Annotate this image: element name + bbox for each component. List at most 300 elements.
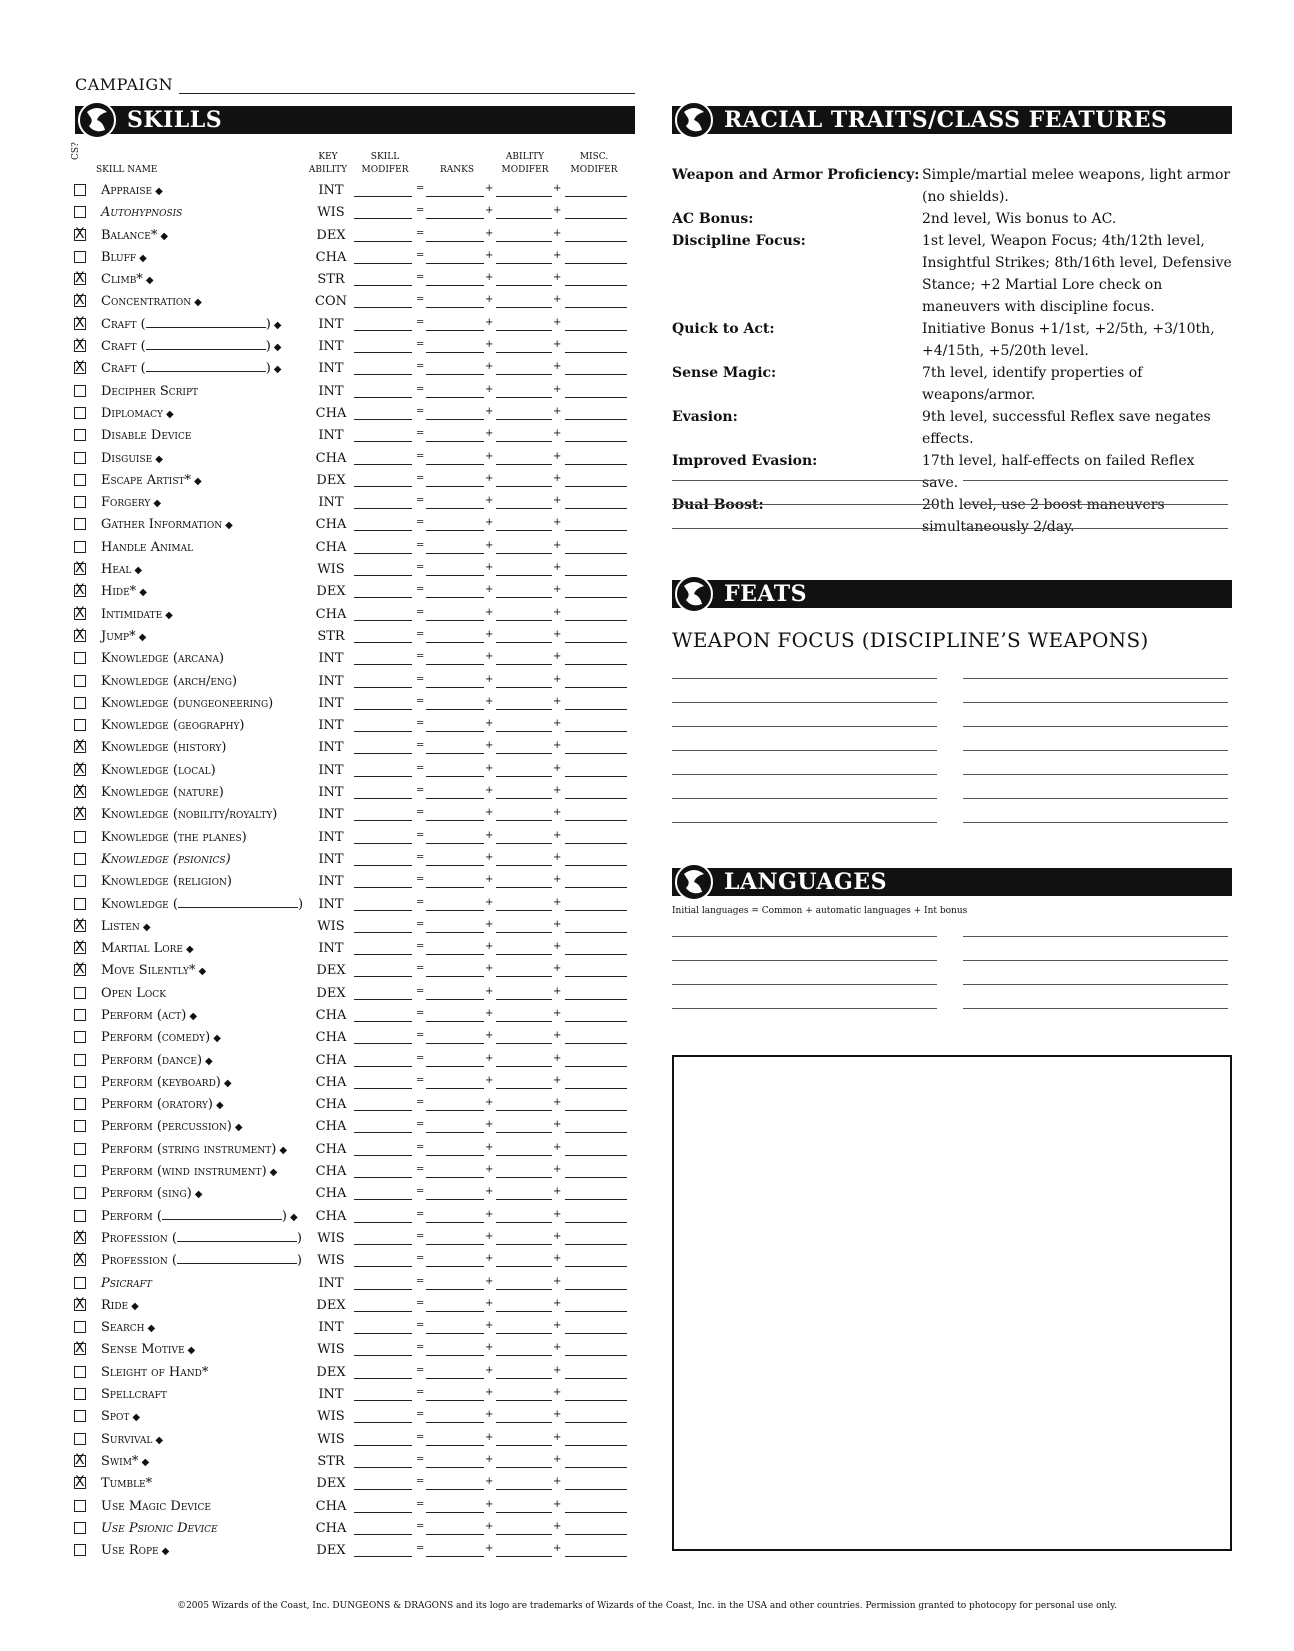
skill-modifier-field[interactable] [354,1021,412,1022]
skill-modifier-field[interactable] [354,664,412,665]
misc-modifier-field[interactable] [565,1132,627,1133]
misc-modifier-field[interactable] [565,263,627,264]
class-skill-checkbox[interactable] [74,385,86,397]
write-line[interactable] [963,750,1228,751]
ability-modifier-field[interactable] [496,1110,552,1111]
class-skill-checkbox[interactable] [74,786,86,798]
ability-modifier-field[interactable] [496,1333,552,1334]
misc-modifier-field[interactable] [565,798,627,799]
skill-subtype-blank[interactable] [146,361,266,372]
misc-modifier-field[interactable] [565,1222,627,1223]
skill-modifier-field[interactable] [354,1043,412,1044]
ranks-field[interactable] [426,1378,484,1379]
ability-modifier-field[interactable] [496,642,552,643]
ranks-field[interactable] [426,1244,484,1245]
ranks-field[interactable] [426,419,484,420]
skill-modifier-field[interactable] [354,1088,412,1089]
misc-modifier-field[interactable] [565,620,627,621]
class-skill-checkbox[interactable] [74,1321,86,1333]
ranks-field[interactable] [426,1021,484,1022]
ranks-field[interactable] [426,798,484,799]
skill-modifier-field[interactable] [354,241,412,242]
ranks-field[interactable] [426,932,484,933]
ranks-field[interactable] [426,1400,484,1401]
ranks-field[interactable] [426,1110,484,1111]
skill-modifier-field[interactable] [354,731,412,732]
misc-modifier-field[interactable] [565,1378,627,1379]
ranks-field[interactable] [426,664,484,665]
class-skill-checkbox[interactable] [74,920,86,932]
skill-modifier-field[interactable] [354,553,412,554]
ability-modifier-field[interactable] [496,597,552,598]
class-skill-checkbox[interactable] [74,1388,86,1400]
ranks-field[interactable] [426,397,484,398]
write-line[interactable] [963,528,1228,529]
ranks-field[interactable] [426,241,484,242]
class-skill-checkbox[interactable] [74,474,86,486]
write-line[interactable] [672,1008,937,1009]
class-skill-checkbox[interactable] [74,340,86,352]
ranks-field[interactable] [426,508,484,509]
misc-modifier-field[interactable] [565,1489,627,1490]
misc-modifier-field[interactable] [565,464,627,465]
class-skill-checkbox[interactable] [74,251,86,263]
skill-modifier-field[interactable] [354,1556,412,1557]
class-skill-checkbox[interactable] [74,295,86,307]
skill-modifier-field[interactable] [354,1222,412,1223]
ability-modifier-field[interactable] [496,1378,552,1379]
campaign-field[interactable] [75,72,635,94]
misc-modifier-field[interactable] [565,1244,627,1245]
class-skill-checkbox[interactable] [74,1076,86,1088]
skill-modifier-field[interactable] [354,464,412,465]
skill-subtype-blank[interactable] [146,339,266,350]
ranks-field[interactable] [426,954,484,955]
skill-subtype-blank[interactable] [146,317,266,328]
misc-modifier-field[interactable] [565,218,627,219]
class-skill-checkbox[interactable] [74,964,86,976]
ability-modifier-field[interactable] [496,976,552,977]
skill-modifier-field[interactable] [354,642,412,643]
ability-modifier-field[interactable] [496,1556,552,1557]
write-line[interactable] [963,798,1228,799]
ranks-field[interactable] [426,486,484,487]
ability-modifier-field[interactable] [496,1489,552,1490]
skill-modifier-field[interactable] [354,1311,412,1312]
class-skill-checkbox[interactable] [74,1299,86,1311]
ability-modifier-field[interactable] [496,620,552,621]
ranks-field[interactable] [426,218,484,219]
skill-modifier-field[interactable] [354,218,412,219]
misc-modifier-field[interactable] [565,330,627,331]
misc-modifier-field[interactable] [565,731,627,732]
ability-modifier-field[interactable] [496,776,552,777]
ranks-field[interactable] [426,575,484,576]
ranks-field[interactable] [426,1088,484,1089]
skill-modifier-field[interactable] [354,374,412,375]
ability-modifier-field[interactable] [496,1244,552,1245]
class-skill-checkbox[interactable] [74,1120,86,1132]
ability-modifier-field[interactable] [496,1266,552,1267]
ranks-field[interactable] [426,1512,484,1513]
class-skill-checkbox[interactable] [74,942,86,954]
misc-modifier-field[interactable] [565,508,627,509]
class-skill-checkbox[interactable] [74,1522,86,1534]
misc-modifier-field[interactable] [565,553,627,554]
ranks-field[interactable] [426,1177,484,1178]
class-skill-checkbox[interactable] [74,608,86,620]
ability-modifier-field[interactable] [496,330,552,331]
ability-modifier-field[interactable] [496,419,552,420]
skill-modifier-field[interactable] [354,597,412,598]
misc-modifier-field[interactable] [565,776,627,777]
ranks-field[interactable] [426,307,484,308]
write-line[interactable] [963,984,1228,985]
skill-subtype-blank[interactable] [178,897,298,908]
ability-modifier-field[interactable] [496,843,552,844]
campaign-input-line[interactable] [179,79,635,94]
ability-modifier-field[interactable] [496,999,552,1000]
write-line[interactable] [672,798,937,799]
misc-modifier-field[interactable] [565,887,627,888]
skill-modifier-field[interactable] [354,1355,412,1356]
skill-modifier-field[interactable] [354,330,412,331]
class-skill-checkbox[interactable] [74,362,86,374]
skill-modifier-field[interactable] [354,1445,412,1446]
class-skill-checkbox[interactable] [74,1054,86,1066]
ranks-field[interactable] [426,1066,484,1067]
misc-modifier-field[interactable] [565,999,627,1000]
ranks-field[interactable] [426,820,484,821]
class-skill-checkbox[interactable] [74,273,86,285]
misc-modifier-field[interactable] [565,843,627,844]
misc-modifier-field[interactable] [565,1088,627,1089]
skill-modifier-field[interactable] [354,1400,412,1401]
misc-modifier-field[interactable] [565,196,627,197]
ability-modifier-field[interactable] [496,486,552,487]
misc-modifier-field[interactable] [565,976,627,977]
notes-box[interactable] [672,1055,1232,1551]
skill-modifier-field[interactable] [354,798,412,799]
write-line[interactable] [963,822,1228,823]
skill-modifier-field[interactable] [354,285,412,286]
ability-modifier-field[interactable] [496,196,552,197]
misc-modifier-field[interactable] [565,419,627,420]
class-skill-checkbox[interactable] [74,875,86,887]
ranks-field[interactable] [426,1467,484,1468]
skill-modifier-field[interactable] [354,1422,412,1423]
misc-modifier-field[interactable] [565,1177,627,1178]
ranks-field[interactable] [426,352,484,353]
ranks-field[interactable] [426,1155,484,1156]
skill-modifier-field[interactable] [354,508,412,509]
skill-modifier-field[interactable] [354,1155,412,1156]
skill-modifier-field[interactable] [354,1378,412,1379]
class-skill-checkbox[interactable] [74,585,86,597]
misc-modifier-field[interactable] [565,1066,627,1067]
misc-modifier-field[interactable] [565,486,627,487]
misc-modifier-field[interactable] [565,1445,627,1446]
class-skill-checkbox[interactable] [74,1366,86,1378]
skill-modifier-field[interactable] [354,1110,412,1111]
ability-modifier-field[interactable] [496,553,552,554]
ranks-field[interactable] [426,285,484,286]
ability-modifier-field[interactable] [496,508,552,509]
write-line[interactable] [963,1008,1228,1009]
write-line[interactable] [963,480,1228,481]
write-line[interactable] [672,528,937,529]
class-skill-checkbox[interactable] [74,831,86,843]
skill-modifier-field[interactable] [354,865,412,866]
skill-modifier-field[interactable] [354,843,412,844]
class-skill-checkbox[interactable] [74,1277,86,1289]
class-skill-checkbox[interactable] [74,630,86,642]
ranks-field[interactable] [426,976,484,977]
misc-modifier-field[interactable] [565,1400,627,1401]
misc-modifier-field[interactable] [565,1021,627,1022]
skill-modifier-field[interactable] [354,687,412,688]
class-skill-checkbox[interactable] [74,541,86,553]
misc-modifier-field[interactable] [565,530,627,531]
ranks-field[interactable] [426,1222,484,1223]
ability-modifier-field[interactable] [496,1222,552,1223]
ability-modifier-field[interactable] [496,464,552,465]
write-line[interactable] [672,480,937,481]
ranks-field[interactable] [426,597,484,598]
skill-modifier-field[interactable] [354,776,412,777]
misc-modifier-field[interactable] [565,1355,627,1356]
misc-modifier-field[interactable] [565,1467,627,1468]
skill-modifier-field[interactable] [354,820,412,821]
class-skill-checkbox[interactable] [74,808,86,820]
skill-modifier-field[interactable] [354,530,412,531]
ability-modifier-field[interactable] [496,1021,552,1022]
ability-modifier-field[interactable] [496,1400,552,1401]
ranks-field[interactable] [426,374,484,375]
skill-modifier-field[interactable] [354,709,412,710]
write-line[interactable] [672,750,937,751]
class-skill-checkbox[interactable] [74,1544,86,1556]
skill-modifier-field[interactable] [354,753,412,754]
misc-modifier-field[interactable] [565,664,627,665]
ranks-field[interactable] [426,1289,484,1290]
write-line[interactable] [963,678,1228,679]
write-line[interactable] [672,822,937,823]
ability-modifier-field[interactable] [496,865,552,866]
misc-modifier-field[interactable] [565,709,627,710]
skill-subtype-blank[interactable] [177,1253,297,1264]
class-skill-checkbox[interactable] [74,518,86,530]
class-skill-checkbox[interactable] [74,1343,86,1355]
class-skill-checkbox[interactable] [74,719,86,731]
misc-modifier-field[interactable] [565,1043,627,1044]
skill-modifier-field[interactable] [354,620,412,621]
class-skill-checkbox[interactable] [74,675,86,687]
ranks-field[interactable] [426,441,484,442]
class-skill-checkbox[interactable] [74,563,86,575]
misc-modifier-field[interactable] [565,1512,627,1513]
ability-modifier-field[interactable] [496,1289,552,1290]
class-skill-checkbox[interactable] [74,1143,86,1155]
class-skill-checkbox[interactable] [74,1210,86,1222]
ability-modifier-field[interactable] [496,1132,552,1133]
ability-modifier-field[interactable] [496,1311,552,1312]
ability-modifier-field[interactable] [496,1467,552,1468]
skill-modifier-field[interactable] [354,1534,412,1535]
ability-modifier-field[interactable] [496,1445,552,1446]
ranks-field[interactable] [426,910,484,911]
class-skill-checkbox[interactable] [74,452,86,464]
misc-modifier-field[interactable] [565,910,627,911]
class-skill-checkbox[interactable] [74,496,86,508]
class-skill-checkbox[interactable] [74,741,86,753]
skill-modifier-field[interactable] [354,999,412,1000]
ability-modifier-field[interactable] [496,753,552,754]
ranks-field[interactable] [426,530,484,531]
ranks-field[interactable] [426,464,484,465]
ranks-field[interactable] [426,1422,484,1423]
ability-modifier-field[interactable] [496,285,552,286]
misc-modifier-field[interactable] [565,1311,627,1312]
class-skill-checkbox[interactable] [74,1187,86,1199]
misc-modifier-field[interactable] [565,932,627,933]
skill-modifier-field[interactable] [354,307,412,308]
class-skill-checkbox[interactable] [74,1009,86,1021]
ranks-field[interactable] [426,843,484,844]
ranks-field[interactable] [426,709,484,710]
skill-modifier-field[interactable] [354,1199,412,1200]
ability-modifier-field[interactable] [496,1066,552,1067]
write-line[interactable] [963,960,1228,961]
ranks-field[interactable] [426,865,484,866]
misc-modifier-field[interactable] [565,597,627,598]
misc-modifier-field[interactable] [565,687,627,688]
ability-modifier-field[interactable] [496,798,552,799]
misc-modifier-field[interactable] [565,820,627,821]
ranks-field[interactable] [426,1556,484,1557]
write-line[interactable] [963,936,1228,937]
skill-modifier-field[interactable] [354,196,412,197]
ability-modifier-field[interactable] [496,664,552,665]
misc-modifier-field[interactable] [565,1556,627,1557]
skill-modifier-field[interactable] [354,263,412,264]
ability-modifier-field[interactable] [496,263,552,264]
ability-modifier-field[interactable] [496,1155,552,1156]
skill-modifier-field[interactable] [354,397,412,398]
skill-modifier-field[interactable] [354,910,412,911]
write-line[interactable] [672,774,937,775]
ability-modifier-field[interactable] [496,352,552,353]
misc-modifier-field[interactable] [565,1199,627,1200]
misc-modifier-field[interactable] [565,1266,627,1267]
class-skill-checkbox[interactable] [74,184,86,196]
ability-modifier-field[interactable] [496,1355,552,1356]
skill-modifier-field[interactable] [354,575,412,576]
class-skill-checkbox[interactable] [74,764,86,776]
ranks-field[interactable] [426,196,484,197]
ability-modifier-field[interactable] [496,1043,552,1044]
ability-modifier-field[interactable] [496,374,552,375]
ability-modifier-field[interactable] [496,575,552,576]
ranks-field[interactable] [426,1489,484,1490]
ability-modifier-field[interactable] [496,1177,552,1178]
class-skill-checkbox[interactable] [74,1232,86,1244]
ranks-field[interactable] [426,620,484,621]
ranks-field[interactable] [426,776,484,777]
skill-modifier-field[interactable] [354,887,412,888]
ability-modifier-field[interactable] [496,530,552,531]
skill-modifier-field[interactable] [354,976,412,977]
class-skill-checkbox[interactable] [74,1031,86,1043]
skill-modifier-field[interactable] [354,1333,412,1334]
misc-modifier-field[interactable] [565,1333,627,1334]
class-skill-checkbox[interactable] [74,407,86,419]
ranks-field[interactable] [426,1132,484,1133]
misc-modifier-field[interactable] [565,1155,627,1156]
skill-modifier-field[interactable] [354,1289,412,1290]
ability-modifier-field[interactable] [496,307,552,308]
skill-modifier-field[interactable] [354,954,412,955]
skill-modifier-field[interactable] [354,1066,412,1067]
ranks-field[interactable] [426,263,484,264]
misc-modifier-field[interactable] [565,865,627,866]
write-line[interactable] [672,678,937,679]
ability-modifier-field[interactable] [496,1534,552,1535]
write-line[interactable] [963,726,1228,727]
ability-modifier-field[interactable] [496,241,552,242]
write-line[interactable] [672,936,937,937]
class-skill-checkbox[interactable] [74,429,86,441]
skill-subtype-blank[interactable] [162,1209,282,1220]
class-skill-checkbox[interactable] [74,1410,86,1422]
ability-modifier-field[interactable] [496,954,552,955]
write-line[interactable] [672,960,937,961]
ability-modifier-field[interactable] [496,687,552,688]
ranks-field[interactable] [426,999,484,1000]
ability-modifier-field[interactable] [496,1088,552,1089]
misc-modifier-field[interactable] [565,374,627,375]
ranks-field[interactable] [426,1043,484,1044]
ability-modifier-field[interactable] [496,397,552,398]
write-line[interactable] [672,726,937,727]
ability-modifier-field[interactable] [496,1512,552,1513]
class-skill-checkbox[interactable] [74,652,86,664]
skill-modifier-field[interactable] [354,932,412,933]
class-skill-checkbox[interactable] [74,697,86,709]
ranks-field[interactable] [426,1534,484,1535]
misc-modifier-field[interactable] [565,241,627,242]
ranks-field[interactable] [426,330,484,331]
ability-modifier-field[interactable] [496,1199,552,1200]
write-line[interactable] [963,702,1228,703]
write-line[interactable] [672,702,937,703]
ranks-field[interactable] [426,1333,484,1334]
misc-modifier-field[interactable] [565,753,627,754]
ranks-field[interactable] [426,642,484,643]
class-skill-checkbox[interactable] [74,1165,86,1177]
skill-subtype-blank[interactable] [177,1231,297,1242]
ranks-field[interactable] [426,753,484,754]
write-line[interactable] [963,504,1228,505]
misc-modifier-field[interactable] [565,1110,627,1111]
class-skill-checkbox[interactable] [74,898,86,910]
ability-modifier-field[interactable] [496,441,552,442]
skill-modifier-field[interactable] [354,486,412,487]
misc-modifier-field[interactable] [565,441,627,442]
class-skill-checkbox[interactable] [74,853,86,865]
skill-modifier-field[interactable] [354,1266,412,1267]
ability-modifier-field[interactable] [496,910,552,911]
